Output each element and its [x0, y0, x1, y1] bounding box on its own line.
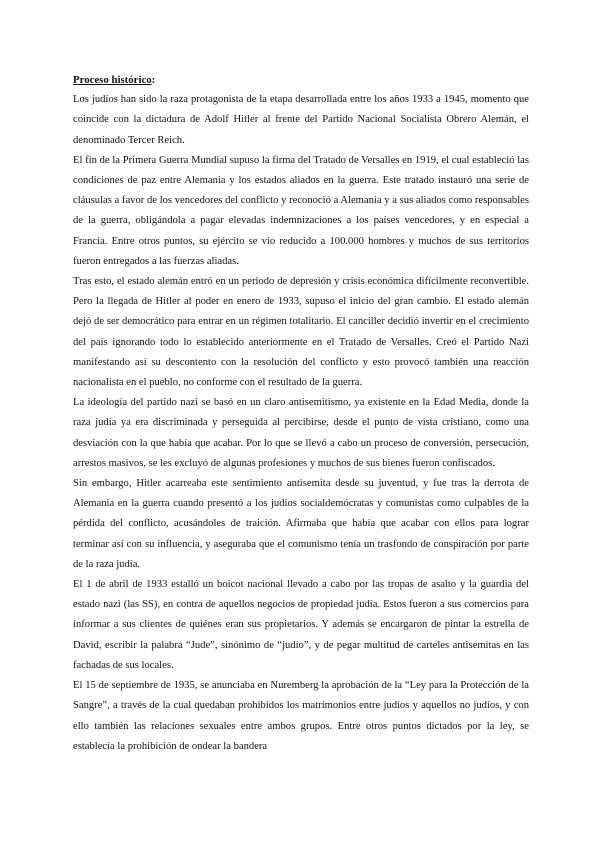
- paragraph-intro: Los judíos han sido la raza protagonista de la etapa desarrollada entre los años 1933 a 1945, momento que coincide con la dictadura de Adolf Hitler al frente del Partido Nacional Socialista Obrero Alemán, el denominado Tercer Reich.: [73, 94, 529, 146]
- section-heading-colon: :: [151, 74, 156, 86]
- paragraph-boycott: El 1 de abril de 1933 estalló un boicot nacional llevado a cabo por las tropas de asalto y la guardia del estado nazi (las SS), en contra de aquellos negocios de propiedad judía. Estos fueron a sus comercios para informar a sus clientes de quiénes eran sus propietarios. Y además se encargaron de pintar la estrella de David, escribir la palabra “Jude”, sinónimo de “judío”, y de pegar multitud de carteles antisemitas en las fachadas de sus locales.: [73, 579, 529, 671]
- section-heading-title: Proceso histórico: [73, 74, 152, 86]
- section-heading: [73, 70, 529, 90]
- paragraph-depression: Tras esto, el estado alemán entró en un periodo de depresión y crisis económica difícilmente reconvertible. Pero la llegada de Hitler al poder en enero de 1933, supuso el inicio del gran cambio. El estado alemán dejó de ser democrático para entrar en un régimen totalitario. El canciller decidió invertir en el crecimiento del país ignorando todo lo establecido anteriormente en el Tratado de Versalles. Creó el Partido Nazi manifestando así su descontento con la resolución del conflicto y esto provocó también una reacción nacionalista en el pueblo, no conforme con el resultado de la guerra.: [73, 276, 529, 389]
- paragraph-ideology: La ideología del partido nazi se basó en un claro antisemitismo, ya existente en la Edad Media, donde la raza judía ya era discriminada y perseguida al percibirse, desde el punto de vista cristiano, como una desviación con la que había que acabar. Por lo que se llevó a cabo un proceso de conversión, persecución, arrestos masivos, se les excluyó de algunas profesiones y muchos de sus bienes fueron confiscados.: [73, 397, 529, 469]
- paragraph-versailles: El fin de la Primera Guerra Mundial supuso la firma del Tratado de Versalles en 1919, el cual estableció las condiciones de paz entre Alemania y los estados aliados en la guerra. Este tratado instauró una serie de cláusulas a favor de los vencedores del conflicto y reconoció a Alemania y a sus aliados como responsables de la guerra, obligándola a pagar elevadas indemnizaciones a los países vencedores, y en especial a Francia. Entre otros puntos, su ejército se vio reducido a 100.000 hombres y muchos de sus territorios fueron entregados a las fuerzas aliadas.: [73, 154, 529, 267]
- document-body: [73, 70, 529, 757]
- paragraph-hitler-antisemitism: Sin embargo, Hitler acarreaba este sentimiento antisemita desde su juventud, y fue tras la derrota de Alemania en la guerra cuando presentó a los judíos socialdemócratas y comunistas como culpables de la pérdida del conflicto, acusándoles de traición. Afirmaba que había que acabar con ellos para lograr terminar así con su influencia, y aseguraba que el comunismo tenía un trasfondo de conspiración por parte de la raza judía.: [73, 478, 529, 570]
- paragraph-nuremberg-law: El 15 de septiembre de 1935, se anunciaba en Nuremberg la aprobación de la “Ley para la Protección de la Sangre”, a través de la cual quedaban prohibidos los matrimonios entre judíos y aquellos no judíos, y con ello también las relaciones sexuales entre ambos grupos. Entre otros puntos dictados por la ley, se establecía la prohibición de ondear la bandera: [73, 680, 529, 752]
